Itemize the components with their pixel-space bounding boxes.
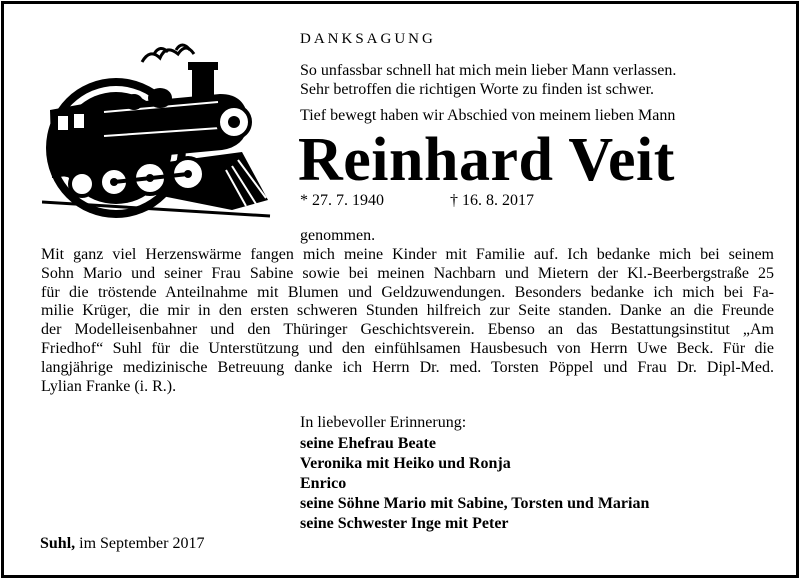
family-member: Veronika mit Heiko und Ronja bbox=[300, 455, 511, 472]
deceased-name: Reinhard Veit bbox=[298, 126, 675, 194]
paragraph-line: Mit ganz viel Herzenswärme fangen mich meine Kinder mit Familie auf. Ich bedanke mich bei seinem bbox=[41, 246, 774, 263]
family-member: seine Söhne Mario mit Sabine, Torsten und Marian bbox=[300, 495, 650, 512]
family-member: seine Schwester Inge mit Peter bbox=[300, 515, 509, 532]
place-name: Suhl, bbox=[40, 535, 76, 552]
place-date-line bbox=[40, 534, 204, 554]
intro-line: Sehr betroffen die richtigen Worte zu finden ist schwer. bbox=[300, 81, 655, 98]
farewell-line: Tief bewegt haben wir Abschied von meinem lieben Mann bbox=[300, 107, 676, 124]
family-member: seine Ehefrau Beate bbox=[300, 435, 436, 452]
notice-heading: DANKSAGUNG bbox=[300, 31, 436, 47]
life-dates bbox=[300, 191, 534, 210]
paragraph-line: Sohn Mario und seiner Frau Sabine sowie bei meinen Nachbarn und Mietern der Kl.-Beerbergstraße 25 bbox=[41, 264, 774, 282]
family-list bbox=[300, 434, 649, 534]
steam-locomotive-icon bbox=[42, 40, 272, 225]
birth-date: * 27. 7. 1940 bbox=[300, 192, 384, 209]
paragraph-line: milie Krüger, die mir in den ersten schweren Stunden hilfreich zur Seite standen. Danke an die Freunde bbox=[41, 302, 774, 320]
paragraph-line: der Modelleisenbahner und den Thüringer Geschichtsverein. Ebenso an das Bestattungsinstitut „Am bbox=[41, 321, 774, 339]
paragraph-line: Lylian Franke (i. R.). bbox=[41, 377, 177, 395]
signoff-line: In liebevoller Erinnerung: bbox=[300, 414, 467, 431]
paragraph-line: für die tröstende Anteilnahme mit Blumen und Geldzuwendungen. Besonders bedanke ich mich bei Fa- bbox=[41, 283, 774, 301]
paragraph-line: Friedhof“ Suhl für die Unterstützung und den einfühlsamen Hausbesuch von Herrn Uwe Beck. Für die bbox=[41, 339, 774, 357]
death-date: † 16. 8. 2017 bbox=[450, 192, 534, 209]
intro-text bbox=[300, 61, 676, 99]
family-member: Enrico bbox=[300, 475, 347, 492]
intro-line: So unfassbar schnell hat mich mein lieber Mann verlassen. bbox=[300, 62, 677, 79]
thanks-paragraph bbox=[41, 246, 774, 396]
taken-line: genommen. bbox=[300, 227, 376, 244]
notice-date: im September 2017 bbox=[79, 535, 205, 552]
paragraph-line: langjährige medizinische Betreuung danke ich Herrn Dr. med. Torsten Pöppel und Frau Dr. Dipl-Med. bbox=[41, 358, 774, 376]
